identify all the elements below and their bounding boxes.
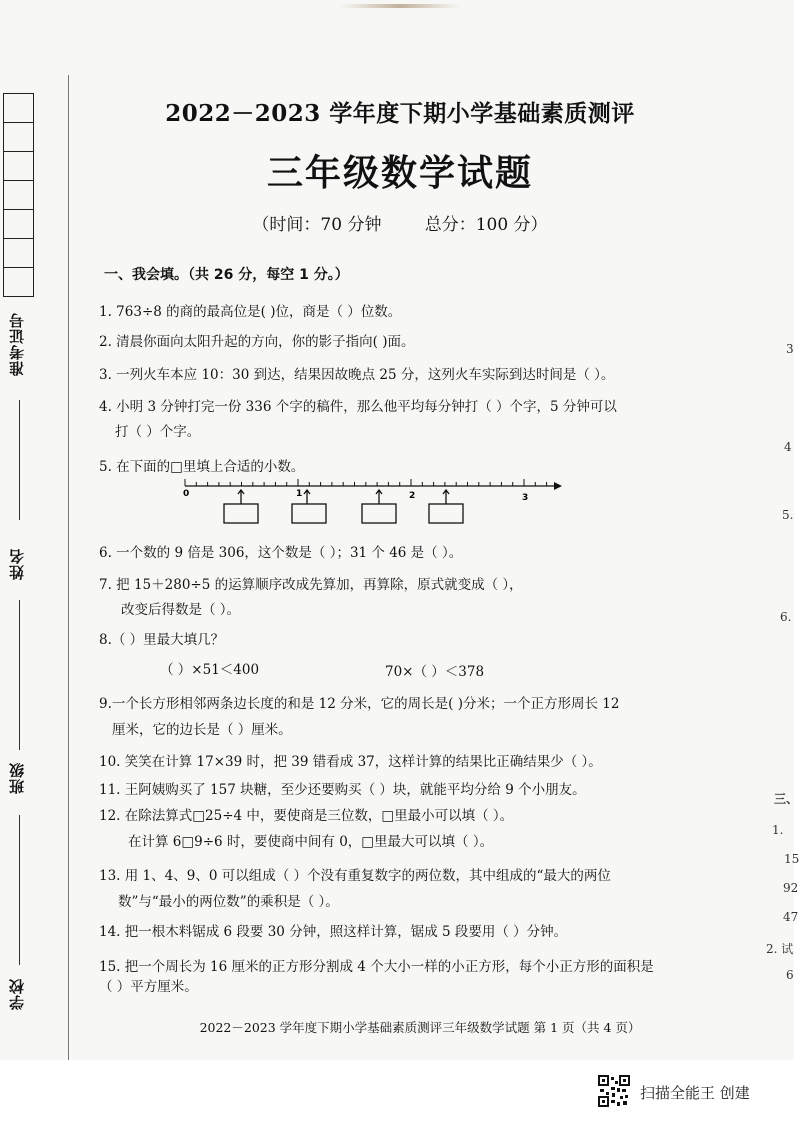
question-4-cont: 打（ ）个字。 xyxy=(115,424,201,440)
question-10: 10. 笑笑在计算 17×39 时，把 39 错看成 37，这样计算的结果比正确结果少（ ）。 xyxy=(99,754,602,770)
question-8-b: 70×（ ）＜378 xyxy=(385,664,485,680)
tick-label-1: 1 xyxy=(296,489,303,499)
page-footer: 2022－2023 学年度下期小学基础素质测评三年级数学试题 第 1 页（共 4 页） xyxy=(199,1020,641,1035)
bleed-text: 92 xyxy=(783,881,799,895)
question-5: 5. 在下面的□里填上合适的小数。 xyxy=(99,459,305,475)
answer-box xyxy=(362,504,396,523)
question-13-cont: 数”与“最小的两位数”的乘积是（ ）。 xyxy=(118,894,339,910)
question-11: 11. 王阿姨购买了 157 块糖，至少还要购买（ ）块，就能平均分给 9 个小朋友。 xyxy=(99,782,586,798)
bleed-text: 4 xyxy=(784,440,792,454)
question-9: 9.一个长方形相邻两条边长度的和是 12 分米，它的周长是( )分米；一个正方形周长 12 xyxy=(99,696,620,712)
binding-fold-line xyxy=(68,75,69,1060)
question-8: 8.（ ）里最大填几？ xyxy=(99,632,225,648)
name-underline xyxy=(19,400,20,520)
exam-subtitle: 2022－2023 学年度下期小学基础素质测评 xyxy=(165,100,635,127)
answer-box xyxy=(292,504,326,523)
exam-id-boxes xyxy=(3,93,34,297)
bleed-text: 15 xyxy=(784,852,799,866)
class-underline xyxy=(19,600,20,750)
tick-label-2: 2 xyxy=(409,491,416,501)
bleed-text: 6 xyxy=(786,968,794,982)
question-7: 7. 把 15＋280÷5 的运算顺序改成先算加，再算除，原式就变成（ ）， xyxy=(99,577,523,593)
scanner-watermark: 扫描全能王 创建 xyxy=(640,1084,750,1102)
bleed-text: 三、 xyxy=(774,792,799,806)
answer-box xyxy=(224,504,258,523)
tick-label-3: 3 xyxy=(522,493,529,503)
question-4: 4. 小明 3 分钟打完一份 336 个字的稿件，那么他平均每分钟打（ ）个字，5 分钟可以 xyxy=(99,399,617,415)
question-1: 1. 763÷8 的商的最高位是( )位，商是（ ）位数。 xyxy=(99,304,402,320)
exam-id-label: 准考证号 xyxy=(8,312,26,376)
question-6: 6. 一个数的 9 倍是 306，这个数是（ ）；31 个 46 是（ ）。 xyxy=(99,545,463,561)
exam-title: 三年级数学试题 xyxy=(266,153,533,194)
question-15: 15. 把一个周长为 16 厘米的正方形分割成 4 个大小一样的小正方形，每个小正方形的面积是 xyxy=(99,959,654,975)
bleed-text: 6. xyxy=(780,610,792,624)
question-2: 2. 清晨你面向太阳升起的方向，你的影子指向( )面。 xyxy=(99,334,415,350)
number-line xyxy=(182,476,566,532)
bleed-text: 2. 试 xyxy=(766,942,794,956)
scan-smudge xyxy=(340,4,460,8)
exam-meta xyxy=(70,210,730,235)
section-title: 一、我会填。（共 26 分，每空 1 分。） xyxy=(104,267,349,283)
bleed-text: 5. xyxy=(782,508,794,522)
school-label: 学校 xyxy=(8,978,26,1010)
bleed-text: 47 xyxy=(783,910,799,924)
question-15-cont: （ ）平方厘米。 xyxy=(99,979,198,995)
question-12: 12. 在除法算式□25÷4 中，要使商是三位数，□里最小可以填（ ）。 xyxy=(99,808,514,824)
question-14: 14. 把一根木料锯成 6 段要 30 分钟，照这样计算，锯成 5 段要用（ ）分钟。 xyxy=(99,924,568,940)
answer-box xyxy=(429,504,463,523)
question-7-cont: 改变后得数是（ ）。 xyxy=(121,602,241,618)
class-label: 班级 xyxy=(8,762,26,794)
question-12-cont: 在计算 6□9÷6 时，要使商中间有 0，□里最大可以填（ ）。 xyxy=(128,834,494,850)
exam-score: 总分：100 分） xyxy=(424,215,548,235)
question-3: 3. 一列火车本应 10：30 到达，结果因故晚点 25 分，这列火车实际到达时间是（ ）。 xyxy=(99,367,615,383)
tick-label-0: 0 xyxy=(183,489,190,499)
school-underline xyxy=(19,815,20,965)
qr-code-icon xyxy=(598,1075,630,1107)
question-8-a: （ ）×51＜400 xyxy=(160,662,260,678)
bleed-text: 3 xyxy=(786,342,794,356)
name-label: 姓名 xyxy=(8,548,26,580)
exam-time: （时间：70 分钟 xyxy=(252,215,382,235)
question-13: 13. 用 1、4、9、0 可以组成（ ）个没有重复数字的两位数，其中组成的“最大的两位 xyxy=(99,868,611,884)
question-9-cont: 厘米，它的边长是（ ）厘米。 xyxy=(112,722,292,738)
bleed-text: 1. xyxy=(772,823,784,837)
